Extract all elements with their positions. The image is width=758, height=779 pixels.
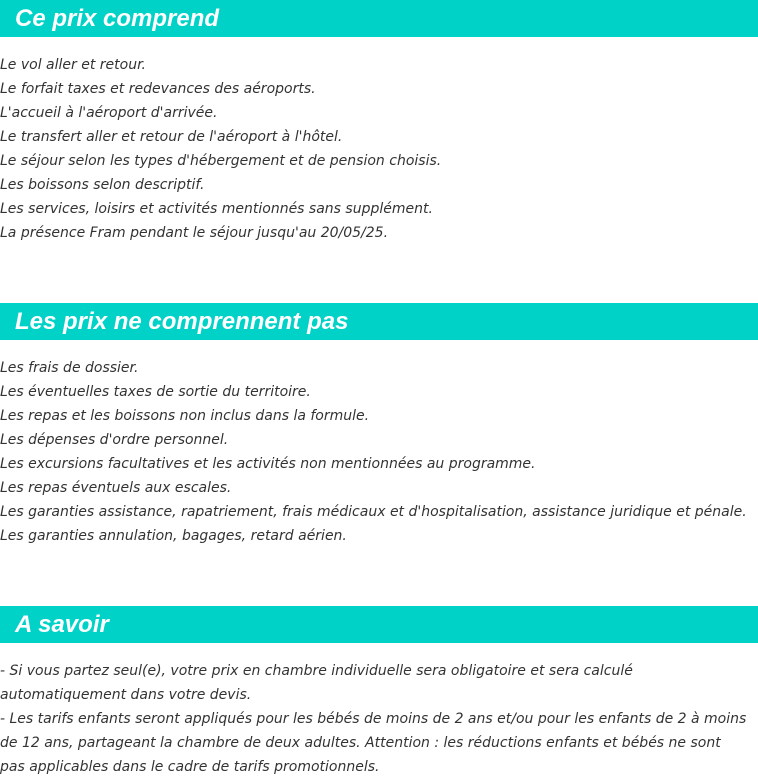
included-list: [0, 37, 758, 245]
note-item: - Si vous partez seul(e), votre prix en chambre individuelle sera obligatoire et sera calculé automatiquement dans votre devis.: [0, 663, 633, 703]
section-notes: [0, 606, 758, 779]
list-item: L'accueil à l'aéroport d'arrivée.: [0, 105, 218, 121]
list-item: Les garanties annulation, bagages, retard aérien.: [0, 528, 347, 544]
list-item: Les boissons selon descriptif.: [0, 177, 205, 193]
section-header-notes: [0, 606, 758, 643]
notes-list: [0, 643, 758, 779]
list-item: Les garanties assistance, rapatriement, frais médicaux et d'hospitalisation, assistance juridique et pénale.: [0, 504, 747, 520]
section-title-excluded: Les prix ne comprennent pas: [15, 307, 349, 335]
list-item: La présence Fram pendant le séjour jusqu'au 20/05/25.: [0, 225, 389, 241]
list-item: Le transfert aller et retour de l'aéroport à l'hôtel.: [0, 129, 343, 145]
section-spacer: [0, 548, 758, 606]
list-item: Le séjour selon les types d'hébergement et de pension choisis.: [0, 153, 442, 169]
list-item: Les frais de dossier.: [0, 360, 139, 376]
list-item: Les éventuelles taxes de sortie du territoire.: [0, 384, 311, 400]
section-title-notes: A savoir: [15, 610, 109, 638]
section-header-included: [0, 0, 758, 37]
list-item: Les dépenses d'ordre personnel.: [0, 432, 229, 448]
list-item: Le vol aller et retour.: [0, 57, 147, 73]
section-spacer: [0, 245, 758, 303]
list-item: Le forfait taxes et redevances des aéroports.: [0, 81, 316, 97]
excluded-list: [0, 340, 758, 548]
section-included: [0, 0, 758, 245]
list-item: Les excursions facultatives et les activités non mentionnées au programme.: [0, 456, 536, 472]
section-excluded: [0, 303, 758, 548]
section-title-included: Ce prix comprend: [15, 4, 220, 32]
section-header-excluded: [0, 303, 758, 340]
note-item: - Les tarifs enfants seront appliqués pour les bébés de moins de 2 ans et/ou pour les enfants de 2 à moins de 12 ans, partageant la chambre de deux adultes. Attention : les réductions enfants et bébés ne sont pas applicables dans le cadre de tarifs promotionnels.: [0, 711, 747, 775]
list-item: Les services, loisirs et activités mentionnés sans supplément.: [0, 201, 433, 217]
list-item: Les repas éventuels aux escales.: [0, 480, 232, 496]
list-item: Les repas et les boissons non inclus dans la formule.: [0, 408, 370, 424]
